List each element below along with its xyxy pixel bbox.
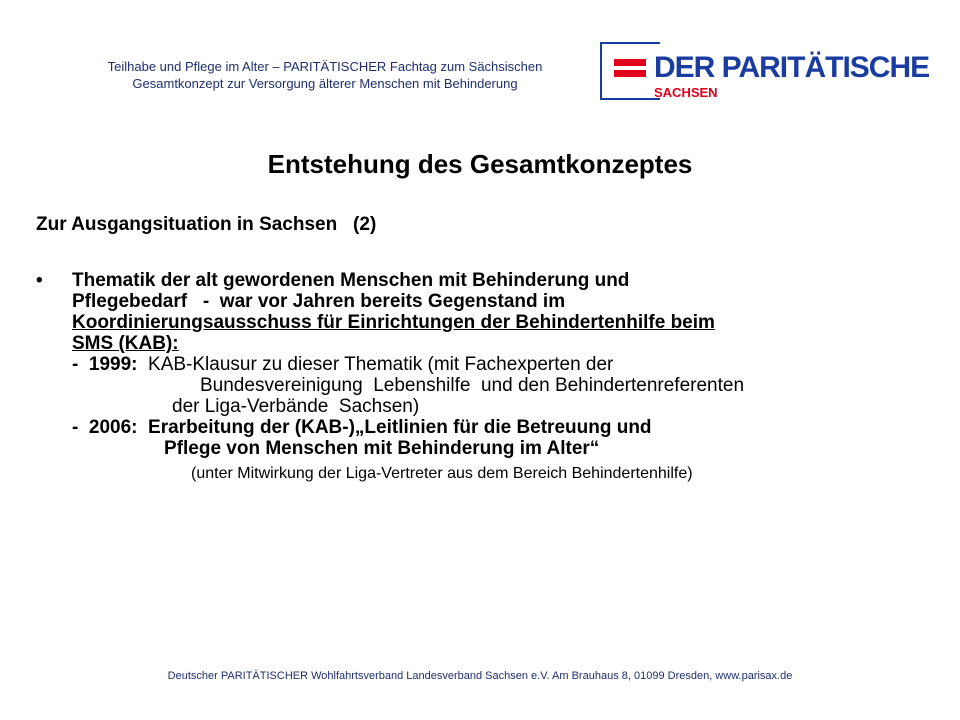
- item-2006-text: Erarbeitung der (KAB-)„Leitlinien für die Betreuung und: [137, 417, 652, 438]
- header-line-1: Teilhabe und Pflege im Alter – PARITÄTISCHER Fachtag zum Sächsischen: [107, 59, 543, 74]
- item-1999-line-2: Bundesvereinigung Lebenshilfe und den Behindertenreferenten: [200, 375, 745, 396]
- item-1999: [72, 354, 922, 375]
- header-text: [60, 58, 590, 92]
- slide-subtitle: Zur Ausgangsituation in Sachsen (2): [36, 214, 377, 235]
- bullet-content: [72, 270, 922, 484]
- paritaetische-logo: [600, 42, 930, 102]
- bullet-line-3: Koordinierungsausschuss für Einrichtungen der Behindertenhilfe beim: [72, 312, 715, 333]
- item-1999-line-3: der Liga-Verbände Sachsen): [172, 396, 420, 417]
- logo-sub-text: SACHSEN: [654, 85, 718, 100]
- item-2006: [72, 417, 922, 438]
- slide-title: Entstehung des Gesamtkonzeptes: [267, 149, 693, 179]
- bullet-line-4: SMS (KAB):: [72, 333, 179, 354]
- logo-main-text: DER PARITÄTISCHE: [654, 51, 930, 84]
- item-2006-note: (unter Mitwirkung der Liga-Vertreter aus dem Bereich Behindertenhilfe): [191, 465, 693, 482]
- footer-text: Deutscher PARITÄTISCHER Wohlfahrtsverband Landesverband Sachsen e.V. Am Brauhaus 8, 01099 Dresden, www.parisax.de: [167, 670, 793, 682]
- bullet-line-2: Pflegebedarf - war vor Jahren bereits Gegenstand im: [72, 291, 566, 312]
- header-line-2: Gesamtkonzept zur Versorgung älterer Menschen mit Behinderung: [132, 76, 518, 91]
- item-1999-text: KAB-Klausur zu dieser Thematik (mit Fachexperten der: [137, 354, 614, 375]
- item-2006-label: - 2006:: [72, 417, 138, 438]
- bullet-marker: •: [36, 270, 43, 291]
- item-2006-line-2: Pflege von Menschen mit Behinderung im Alter“: [164, 438, 600, 459]
- logo-red-bar-bottom: [614, 70, 646, 77]
- logo-red-bar-top: [614, 59, 646, 66]
- bullet-line-1: Thematik der alt gewordenen Menschen mit Behinderung und: [72, 270, 630, 291]
- item-1999-label: - 1999:: [72, 354, 138, 375]
